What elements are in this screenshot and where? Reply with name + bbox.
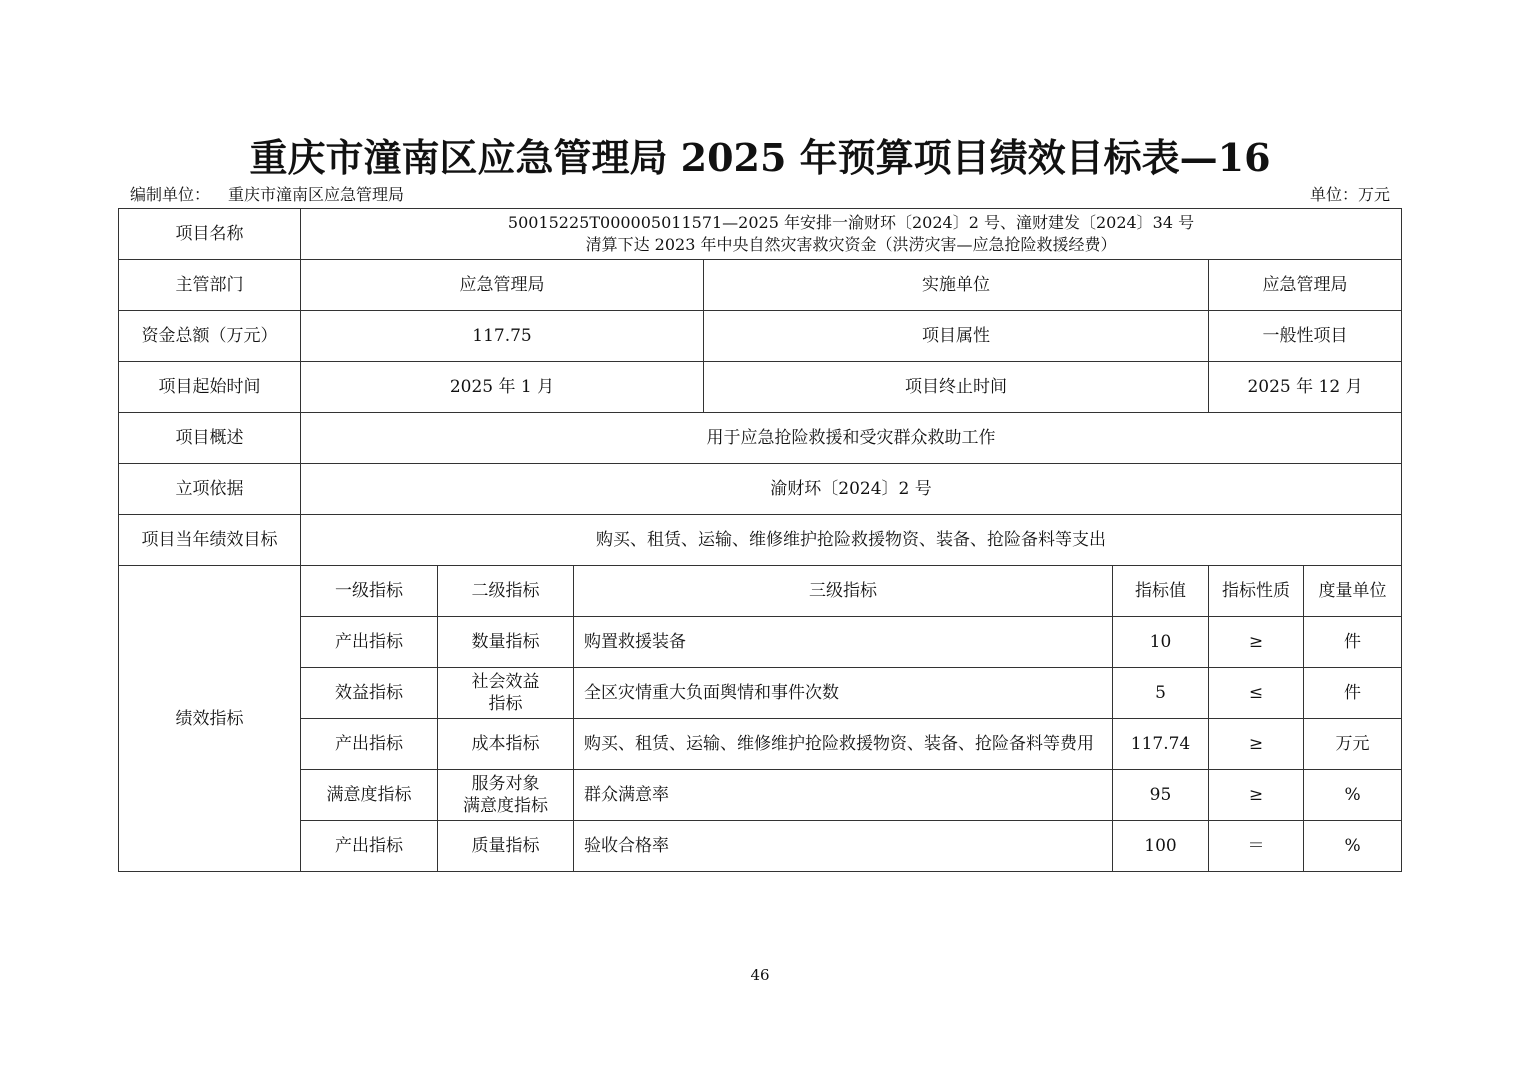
goal-label: 项目当年绩效目标 xyxy=(119,515,301,566)
indicator-unit: 万元 xyxy=(1304,719,1402,770)
project-name-label: 项目名称 xyxy=(119,209,301,260)
indicator-level3: 购买、租赁、运输、维修维护抢险救援物资、装备、抢险备料等费用 xyxy=(574,719,1113,770)
indicator-unit: 件 xyxy=(1304,668,1402,719)
row-funds xyxy=(119,311,1402,362)
indicator-nature: ＝ xyxy=(1209,821,1304,872)
table-row xyxy=(119,719,1402,770)
indicator-nature: ≥ xyxy=(1209,770,1304,821)
project-name-line1: 50015225T000005011571—2025 年安排一渝财环〔2024〕2 号、潼财建发〔2024〕34 号 xyxy=(507,213,1195,232)
start-value: 2025 年 1 月 xyxy=(301,362,704,413)
indicator-level2 xyxy=(438,668,574,719)
header-level1: 一级指标 xyxy=(301,566,438,617)
indicator-level3: 全区灾情重大负面舆情和事件次数 xyxy=(574,668,1113,719)
indicator-unit: % xyxy=(1304,821,1402,872)
project-name-line2: 清算下达 2023 年中央自然灾害救灾资金（洪涝灾害—应急抢险救援经费） xyxy=(585,235,1117,254)
indicator-level1: 产出指标 xyxy=(301,821,438,872)
end-label: 项目终止时间 xyxy=(704,362,1209,413)
basis-label: 立项依据 xyxy=(119,464,301,515)
indicator-level3: 购置救援装备 xyxy=(574,617,1113,668)
table-row xyxy=(119,821,1402,872)
start-label: 项目起始时间 xyxy=(119,362,301,413)
indicator-value: 10 xyxy=(1113,617,1209,668)
indicator-level2 xyxy=(438,770,574,821)
dept-label: 主管部门 xyxy=(119,260,301,311)
indicator-level2 xyxy=(438,617,574,668)
funds-label: 资金总额（万元） xyxy=(119,311,301,362)
page-title: 重庆市潼南区应急管理局 2025 年预算项目绩效目标表—16 xyxy=(249,135,1271,180)
indicator-level2-line2: 满意度指标 xyxy=(463,796,548,816)
indicator-level2-line1: 数量指标 xyxy=(471,632,540,652)
attr-label: 项目属性 xyxy=(704,311,1209,362)
funds-value: 117.75 xyxy=(301,311,704,362)
row-basis xyxy=(119,464,1402,515)
row-goal xyxy=(119,515,1402,566)
indicator-level2-line1: 服务对象 xyxy=(471,774,540,794)
indicator-level2-line1: 成本指标 xyxy=(471,734,540,754)
indicator-unit: 件 xyxy=(1304,617,1402,668)
table-row xyxy=(119,668,1402,719)
indicator-level1: 效益指标 xyxy=(301,668,438,719)
indicator-level1: 产出指标 xyxy=(301,617,438,668)
org-line xyxy=(130,184,404,206)
dept-value: 应急管理局 xyxy=(301,260,704,311)
indicator-level3: 群众满意率 xyxy=(574,770,1113,821)
org-label: 编制单位： xyxy=(130,185,211,204)
indicator-unit: % xyxy=(1304,770,1402,821)
indicator-level2 xyxy=(438,719,574,770)
performance-table xyxy=(118,208,1402,872)
attr-value: 一般性项目 xyxy=(1209,311,1402,362)
indicator-nature: ≤ xyxy=(1209,668,1304,719)
unit-label: 单位：万元 xyxy=(1309,185,1390,204)
indicator-header-row xyxy=(119,566,1402,617)
header-level3: 三级指标 xyxy=(574,566,1113,617)
indicator-level2-line2: 指标 xyxy=(488,694,523,714)
indicators-label: 绩效指标 xyxy=(119,566,301,872)
indicator-level1: 产出指标 xyxy=(301,719,438,770)
project-name-value xyxy=(301,209,1402,260)
indicator-value: 95 xyxy=(1113,770,1209,821)
impl-label: 实施单位 xyxy=(704,260,1209,311)
indicator-level3: 验收合格率 xyxy=(574,821,1113,872)
indicator-level2-line1: 社会效益 xyxy=(471,672,540,692)
indicator-value: 5 xyxy=(1113,668,1209,719)
indicator-nature: ≥ xyxy=(1209,617,1304,668)
indicator-value: 117.74 xyxy=(1113,719,1209,770)
row-overview xyxy=(119,413,1402,464)
header-nature: 指标性质 xyxy=(1209,566,1304,617)
indicator-nature: ≥ xyxy=(1209,719,1304,770)
end-value: 2025 年 12 月 xyxy=(1209,362,1402,413)
table-row xyxy=(119,617,1402,668)
indicator-level1: 满意度指标 xyxy=(301,770,438,821)
overview-value: 用于应急抢险救援和受灾群众救助工作 xyxy=(301,413,1402,464)
indicator-value: 100 xyxy=(1113,821,1209,872)
header-unit: 度量单位 xyxy=(1304,566,1402,617)
overview-label: 项目概述 xyxy=(119,413,301,464)
header-value: 指标值 xyxy=(1113,566,1209,617)
basis-value: 渝财环〔2024〕2 号 xyxy=(301,464,1402,515)
table-row xyxy=(119,770,1402,821)
row-dept xyxy=(119,260,1402,311)
header-level2: 二级指标 xyxy=(438,566,574,617)
indicator-level2-line1: 质量指标 xyxy=(471,836,540,856)
goal-value: 购买、租赁、运输、维修维护抢险救援物资、装备、抢险备料等支出 xyxy=(301,515,1402,566)
indicator-level2 xyxy=(438,821,574,872)
page-number: 46 xyxy=(750,966,770,984)
row-project-name xyxy=(119,209,1402,260)
row-period xyxy=(119,362,1402,413)
org-value: 重庆市潼南区应急管理局 xyxy=(228,185,405,204)
impl-value: 应急管理局 xyxy=(1209,260,1402,311)
